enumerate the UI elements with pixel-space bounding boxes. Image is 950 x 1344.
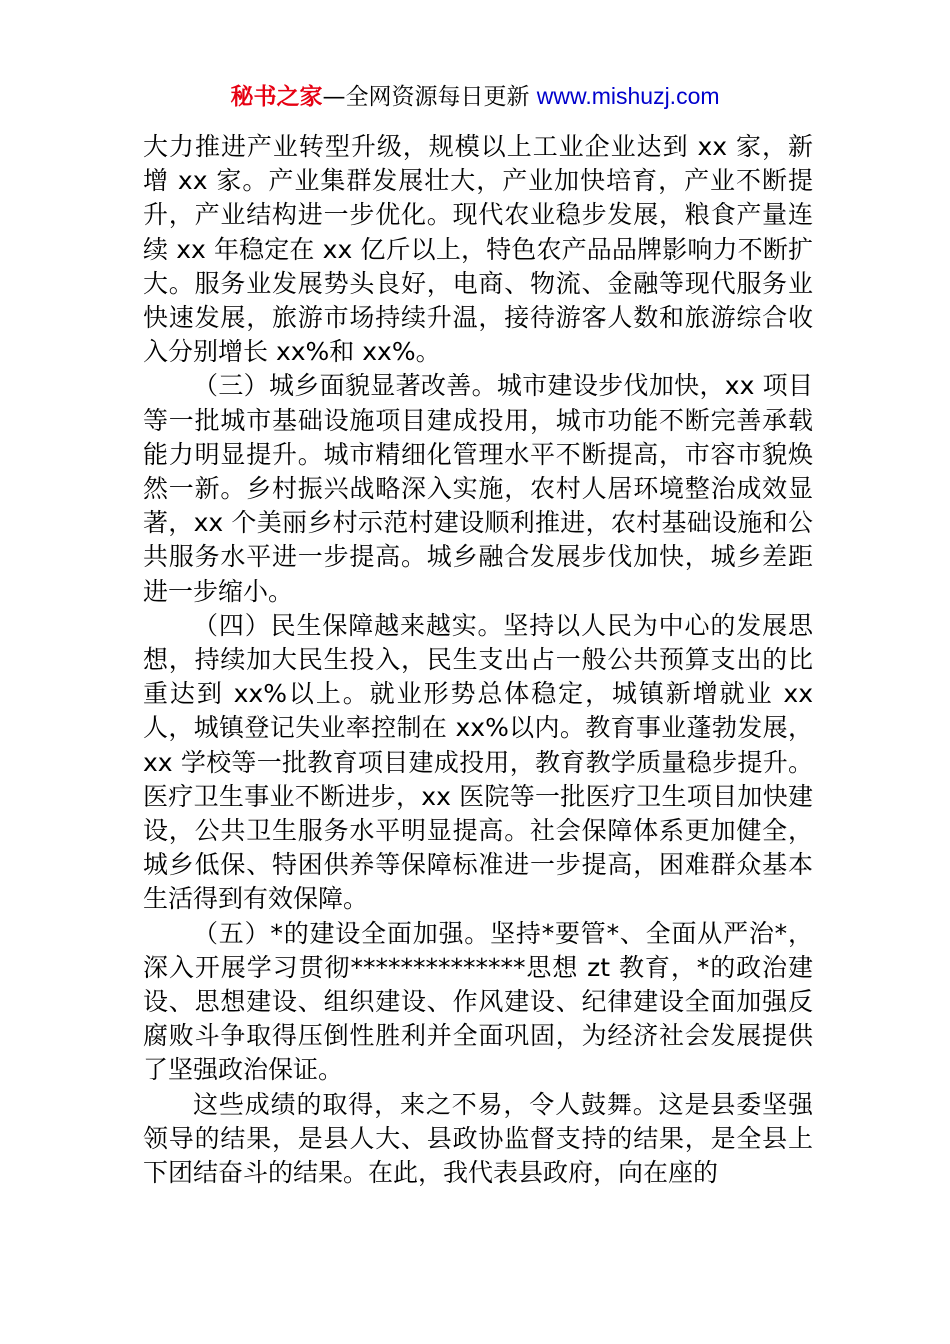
paragraph-1: 大力推进产业转型升级，规模以上工业企业达到 xx 家，新增 xx 家。产业集群发展壮大，产业加快培育，产业不断提升，产业结构进一步优化。现代农业稳步发展，粮食产量连续 xx 年稳定在 xx 亿斤以上，特色农产品品牌影响力不断扩大。服务业发展势头良好，电商、物流、金融等现代服务业快速发展，旅游市场持续升温，接待游客人数和旅游综合收入分别增长 xx%和 xx%。 <box>143 132 813 367</box>
paragraph-3: （四）民生保障越来越实。坚持以人民为中心的发展思想，持续加大民生投入，民生支出占一般公共预算支出的比重达到 xx%以上。就业形势总体稳定，城镇新增就业 xx 人，城镇登记失业率控制在 xx%以内。教育事业蓬勃发展，xx 学校等一批教育项目建成投用，教育教学质量稳步提升。医疗卫生事业不断进步，xx 医院等一批医疗卫生项目加快建设，公共卫生服务水平明显提高。社会保障体系更加健全，城乡低保、特困供养等保障标准进一步提高，困难群众基本生活得到有效保障。 <box>143 610 813 914</box>
paragraph-4: （五）*的建设全面加强。坚持*要管*、全面从严治*，深入开展学习贯彻**************思想 zt 教育，*的政治建设、思想建设、组织建设、作风建设、纪律建设全面加强反腐败斗争取得压倒性胜利并全面巩固，为经济社会发展提供了坚强政治保证。 <box>143 918 813 1085</box>
paragraph-2: （三）城乡面貌显著改善。城市建设步伐加快，xx 项目等一批城市基础设施项目建成投用，城市功能不断完善承载能力明显提升。城市精细化管理水平不断提高，市容市貌焕然一新。乡村振兴战略深入实施，农村人居环境整治成效显著，xx 个美丽乡村示范村建设顺利推进，农村基础设施和公共服务水平进一步提高。城乡融合发展步伐加快，城乡差距进一步缩小。 <box>143 371 813 606</box>
document-body <box>143 130 813 1190</box>
site-link[interactable]: www.mishuzj.com <box>536 83 720 109</box>
brand-name: 秘书之家 <box>230 84 323 110</box>
header-tagline: —全网资源每日更新 <box>322 84 537 110</box>
page-header <box>0 78 950 115</box>
paragraph-5: 这些成绩的取得，来之不易，令人鼓舞。这是县委坚强领导的结果，是县人大、县政协监督支持的结果，是全县上下团结奋斗的结果。在此，我代表县政府，向在座的 <box>143 1089 813 1188</box>
